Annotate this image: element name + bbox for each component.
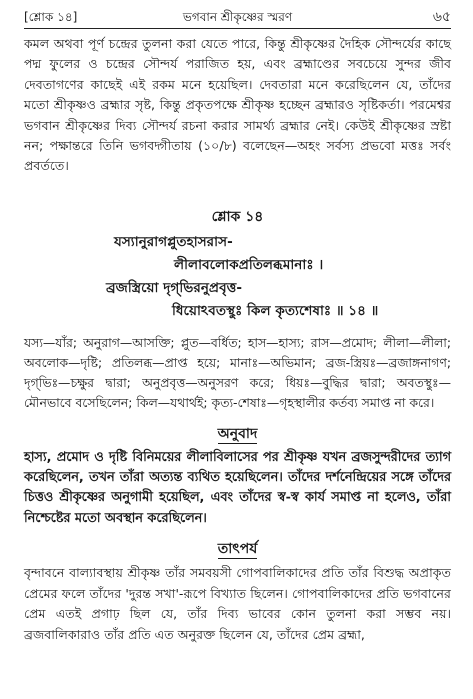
translation-heading-text: অনুবাদ <box>217 425 258 442</box>
verse-line-3: ব্রজস্ত্রিয়ো দৃগ্‌ভিরনুপ্রবৃত্ত- <box>106 279 243 296</box>
translation-paragraph: হাস্য, প্রমোদ ও দৃষ্টি বিনিময়ের লীলাবিলাসের পর শ্রীকৃষ্ণ যখন ব্রজসুন্দরীদের ত্যাগ করেছিলেন, তখন তাঁরা অত্যন্ত ব্যথিত হয়েছিলেন। তাঁদের দর্শনেন্দ্রিয়ের সঙ্গে তাঁদের চিত্তও শ্রীকৃষ্ণের অনুগামী হয়েছিল, এবং তাঁদের স্ব-স্ব কার্য সমাপ্ত না হলেও, তাঁরা নিশ্চেষ্টের মতো অবস্থান করেছিলেন। <box>24 449 451 526</box>
verse-line-4: ধিয়োঽবতস্থুঃ কিল কৃত্যশেষাঃ ॥ ১৪ ॥ <box>172 302 379 319</box>
verse-title: শ্লোক ১৪ <box>211 208 264 225</box>
page-number: ৬৫ <box>432 9 451 25</box>
purport-paragraph: বৃন্দাবনে বাল্যাবস্থায় শ্রীকৃষ্ণ তাঁর সমবয়সী গোপবালিকাদের প্রতি তাঁর বিশুদ্ধ অপ্রাকৃত প্রেমের ফলে তাঁদের 'দুরন্ত সখা'-রূপে বিখ্যাত ছিলেন। গোপবালিকাদের প্রতি ভগবানের প্রেম এতই প্রগাঢ় ছিল যে, তাঁর দিব্য ভাবের কোন তুলনা করা সম্ভব নয়। ব্রজবালিকারাও তাঁর প্রতি এত অনুরক্ত ছিলেন যে, তাঁদের প্রেম ব্রহ্মা, <box>24 565 451 642</box>
header-rule <box>24 28 451 29</box>
header-verse-ref: [শ্লোক ১৪] <box>24 10 78 24</box>
verse-line-2: লীলাবলোকপ্রতিলব্ধমানাঃ । <box>174 256 324 273</box>
verse-line-1: যস্যানুরাগপ্লুতহাসরাস- <box>114 233 233 250</box>
purport-heading-text: তাৎপর্য <box>217 541 258 558</box>
intro-paragraph: কমল অথবা পূর্ণ চন্দ্রের তুলনা করা যেতে পারে, কিন্তু শ্রীকৃষ্ণের দৈহিক সৌন্দর্যের কাছে পদ্ম ফুলের ও চন্দ্রের সৌন্দর্য পরাজিত হয়, এবং ব্রহ্মাণ্ডের সবচেয়ে সুন্দর জীব দেবতাগণের কাছেই এই রকম মনে হয়েছিল। দেবতারা মনে করেছিলেন যে, তাঁদের মতো শ্রীকৃষ্ণও ব্রহ্মার সৃষ্ট, কিন্তু প্রকৃতপক্ষে শ্রীকৃষ্ণ হচ্ছেন ব্রহ্মারও সৃষ্টিকর্তা। পরমেশ্বর ভগবান শ্রীকৃষ্ণের দিব্য সৌন্দর্য রচনা করার সামর্থ্য ব্রহ্মার নেই। কেউই শ্রীকৃষ্ণের স্রষ্টা নন; পক্ষান্তরে তিনি ভগবদ্গীতায় (১০/৮) বলেছেন—অহং সর্বস্য প্রভবো মত্তঃ সর্বং প্রবর্ততে। <box>24 36 451 174</box>
purport-heading <box>24 539 451 559</box>
page-header <box>24 6 451 28</box>
header-chapter-title: ভগবান শ্রীকৃষ্ণের স্মরণ <box>182 10 293 24</box>
translation-heading <box>24 424 451 444</box>
synonyms-paragraph: যস্য—যাঁর; অনুরাগ—আসক্তি; প্লুত—বর্ধিত; হাস—হাস্য; রাস—প্রমোদ; লীলা—লীলা; অবলোক—দৃষ্টি; প্রতিলব্ধ—প্রাপ্ত হয়ে; মানাঃ—অভিমান; ব্রজ-স্ত্রিয়ঃ—ব্রজাঙ্গনাগণ; দৃগ্‌ভিঃ—চক্ষুর দ্বারা; অনুপ্রবৃত্ত—অনুসরণ করে; ধিয়ঃ—বুদ্ধির দ্বারা; অবতস্থুঃ—মৌনভাবে বসেছিলেন; কিল—যথার্থই; কৃত্য-শেষাঃ—গৃহস্থালীর কর্তব্য সমাপ্ত না করে। <box>24 334 451 411</box>
